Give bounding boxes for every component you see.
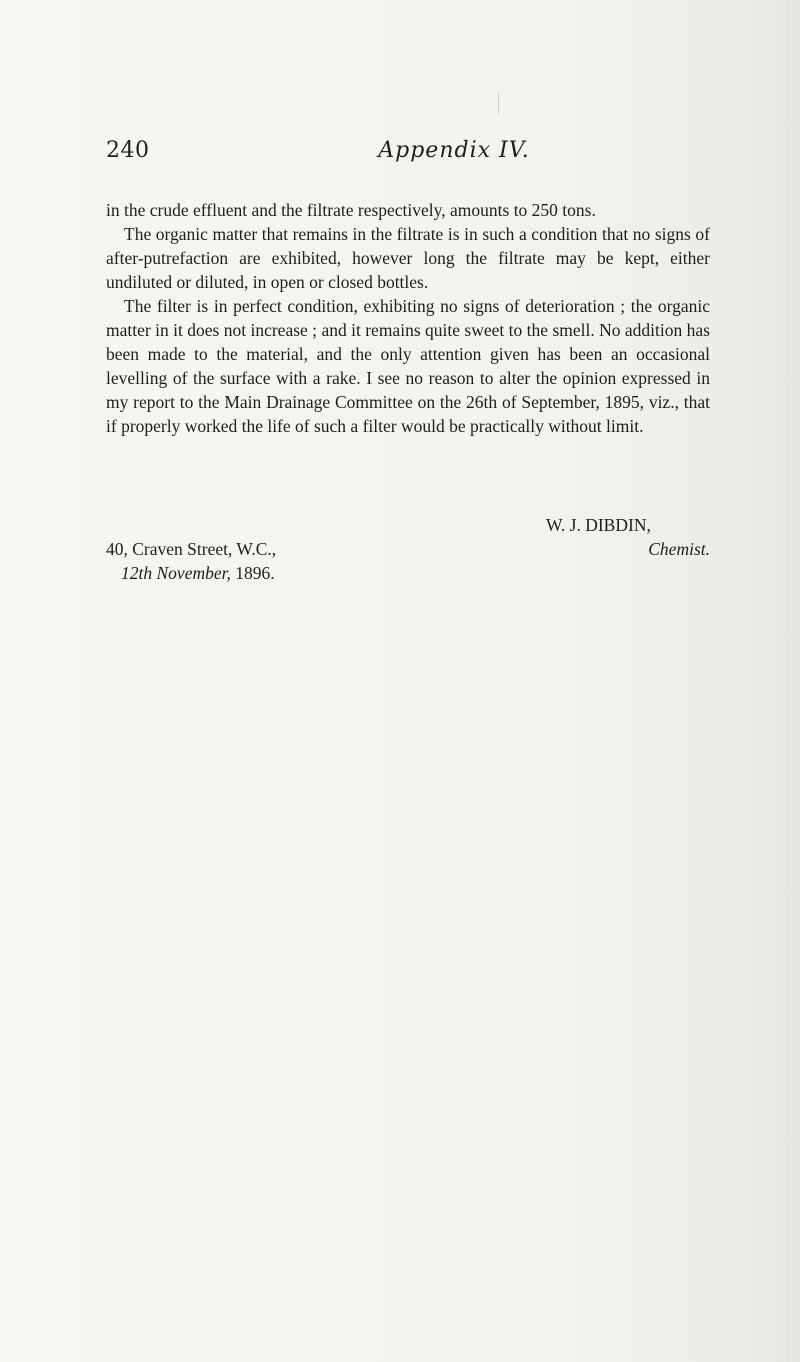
date-year: 1896. bbox=[235, 563, 275, 583]
page-number: 240 bbox=[106, 138, 150, 163]
print-mark bbox=[498, 92, 499, 114]
paragraph-3: The filter is in perfect condition, exhibiting no signs of deterioration ; the organic matter in it does not increase ; and it remains quite sweet to the smell. No addition has been made to the material, and the only attention given has been an occasional levelling of the surface with a rake. I see no reason to alter the opinion expressed in my report to the Main Drainage Committee on the 26th of September, 1895, viz., that if properly worked the life of such a filter would be practically without limit. bbox=[106, 296, 710, 436]
date-line bbox=[121, 561, 275, 585]
body-text bbox=[106, 198, 710, 438]
date-month: November, bbox=[156, 563, 231, 583]
signer-title: Chemist. bbox=[648, 539, 710, 559]
paragraph-2: The organic matter that remains in the filtrate is in such a condition that no signs of after-putrefaction are exhibited, however long the filtrate may be kept, either undiluted or diluted, in open or closed bottles. bbox=[106, 224, 710, 292]
page-header bbox=[106, 138, 710, 178]
paragraph-1: in the crude effluent and the filtrate respectively, amounts to 250 tons. bbox=[106, 200, 596, 220]
running-title: Appendix IV. bbox=[378, 138, 530, 163]
signature-block bbox=[106, 513, 710, 603]
signer-name: W. J. DIBDIN, bbox=[546, 515, 651, 535]
date-day: 12th bbox=[121, 563, 153, 583]
address: 40, Craven Street, W.C., bbox=[106, 539, 277, 559]
